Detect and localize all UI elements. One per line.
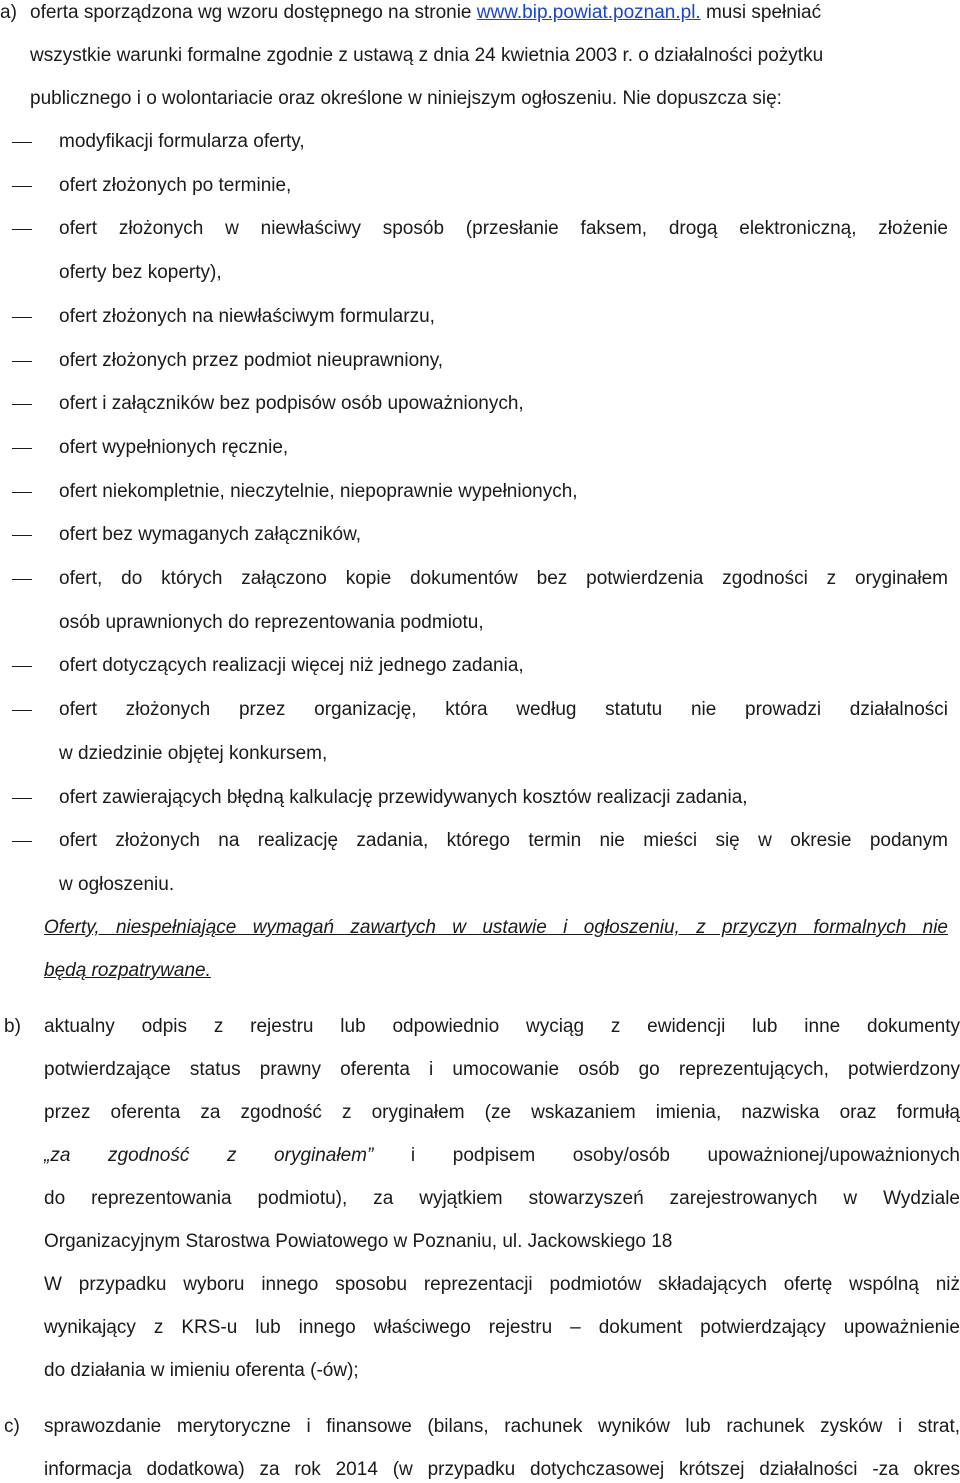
list-item-line: ofert wypełnionych ręcznie,: [59, 437, 289, 458]
formal-note-line-1: Oferty, niespełniające wymagań zawartych w ustawie i ogłoszeniu, z przyczyn formalnych nie: [44, 917, 948, 938]
list-dash-icon: [8, 481, 32, 503]
section-b-line-1: aktualny odpis z rejestru lub odpowiednio wyciąg z ewidencji lub inne dokumenty: [44, 1016, 960, 1037]
section-b-line-8: wynikający z KRS-u lub innego właściwego rejestru – dokument potwierdzający upoważnienie: [44, 1317, 960, 1338]
certified-copy-phrase: „za zgodność z oryginałem”: [44, 1145, 374, 1166]
bip-link[interactable]: www.bip.powiat.poznan.pl.: [476, 2, 701, 23]
list-dash-icon: [8, 175, 32, 197]
section-a-intro-line-2: wszystkie warunki formalne zgodnie z ustawą z dnia 24 kwietnia 2003 r. o działalności pożytku: [30, 45, 824, 66]
list-item-line: oferty bez koperty),: [59, 262, 222, 283]
list-dash-icon: [8, 787, 32, 809]
section-b-line-3: przez oferenta za zgodność z oryginałem (ze wskazaniem imienia, nazwiska oraz formułą: [44, 1102, 960, 1123]
list-dash-icon: [8, 699, 32, 721]
section-b-line-6: Organizacyjnym Starostwa Powiatowego w Poznaniu, ul. Jackowskiego 18: [44, 1231, 673, 1252]
section-b-line-5: do reprezentowania podmiotu), za wyjątkiem stowarzyszeń zarejestrowanych w Wydziale: [44, 1188, 960, 1209]
section-b-line-2: potwierdzające status prawny oferenta i umocowanie osób go reprezentujących, potwierdzony: [44, 1059, 960, 1080]
list-dash-icon: [8, 655, 32, 677]
list-item-line: ofert złożonych na niewłaściwym formularzu,: [59, 306, 435, 327]
list-item-line: ofert niekompletnie, nieczytelnie, niepoprawnie wypełnionych,: [59, 481, 578, 502]
section-c-line-1: sprawozdanie merytoryczne i finansowe (bilans, rachunek wyników lub rachunek zysków i strat,: [44, 1416, 960, 1437]
formal-note-line-2: będą rozpatrywane.: [44, 960, 211, 981]
list-item-line: ofert złożonych w niewłaściwy sposób (przesłanie faksem, drogą elektroniczną, złożenie: [59, 218, 948, 239]
list-item-line: ofert dotyczących realizacji więcej niż jednego zadania,: [59, 655, 524, 676]
section-c-line-2: informacja dodatkowa) za rok 2014 (w przypadku dotychczasowej krótszej działalności -za okres: [44, 1459, 960, 1480]
section-b-line-4: [44, 1145, 960, 1167]
section-b-marker: b): [4, 1016, 21, 1037]
list-item-line: ofert, do których załączono kopie dokumentów bez potwierdzenia zgodności z oryginałem: [59, 568, 948, 589]
section-b-line-4-rest: i podpisem osoby/osób upoważnionej/upoważnionych: [373, 1145, 960, 1166]
list-item-line: ofert złożonych przez podmiot nieuprawniony,: [59, 350, 444, 371]
section-a-intro-line-3: publicznego i o wolontariacie oraz określone w niniejszym ogłoszeniu. Nie dopuszcza się:: [30, 88, 782, 109]
section-a-intro-line-1: [30, 2, 960, 24]
list-item-line: osób uprawnionych do reprezentowania podmiotu,: [59, 612, 484, 633]
list-item-line: ofert bez wymaganych załączników,: [59, 524, 362, 545]
section-b-line-7: W przypadku wyboru innego sposobu reprezentacji podmiotów składających ofertę wspólną niż: [44, 1274, 960, 1295]
intro-text-end: musi spełniać: [700, 2, 822, 23]
list-dash-icon: [8, 524, 32, 546]
list-item-line: ofert i załączników bez podpisów osób upoważnionych,: [59, 393, 524, 414]
list-dash-icon: [8, 830, 32, 852]
list-item-line: ofert złożonych po terminie,: [59, 175, 292, 196]
list-item-line: w dziedzinie objętej konkursem,: [59, 743, 328, 764]
list-dash-icon: [8, 218, 32, 240]
list-item-line: ofert złożonych na realizację zadania, którego termin nie mieści się w okresie podanym: [59, 830, 948, 851]
list-dash-icon: [8, 393, 32, 415]
list-item-line: modyfikacji formularza oferty,: [59, 131, 305, 152]
list-dash-icon: [8, 350, 32, 372]
section-b-line-9: do działania w imieniu oferenta (-ów);: [44, 1360, 359, 1381]
list-item-line: ofert zawierających błędną kalkulację przewidywanych kosztów realizacji zadania,: [59, 787, 748, 808]
intro-text: oferta sporządzona wg wzoru dostępnego na stronie: [30, 2, 477, 23]
list-dash-icon: [8, 306, 32, 328]
section-c-marker: c): [4, 1416, 20, 1437]
list-item-line: w ogłoszeniu.: [59, 874, 175, 895]
list-dash-icon: [8, 568, 32, 590]
section-a-marker: a): [0, 2, 17, 23]
list-item-line: ofert złożonych przez organizację, która według statutu nie prowadzi działalności: [59, 699, 948, 720]
list-dash-icon: [8, 437, 32, 459]
list-dash-icon: [8, 131, 32, 153]
